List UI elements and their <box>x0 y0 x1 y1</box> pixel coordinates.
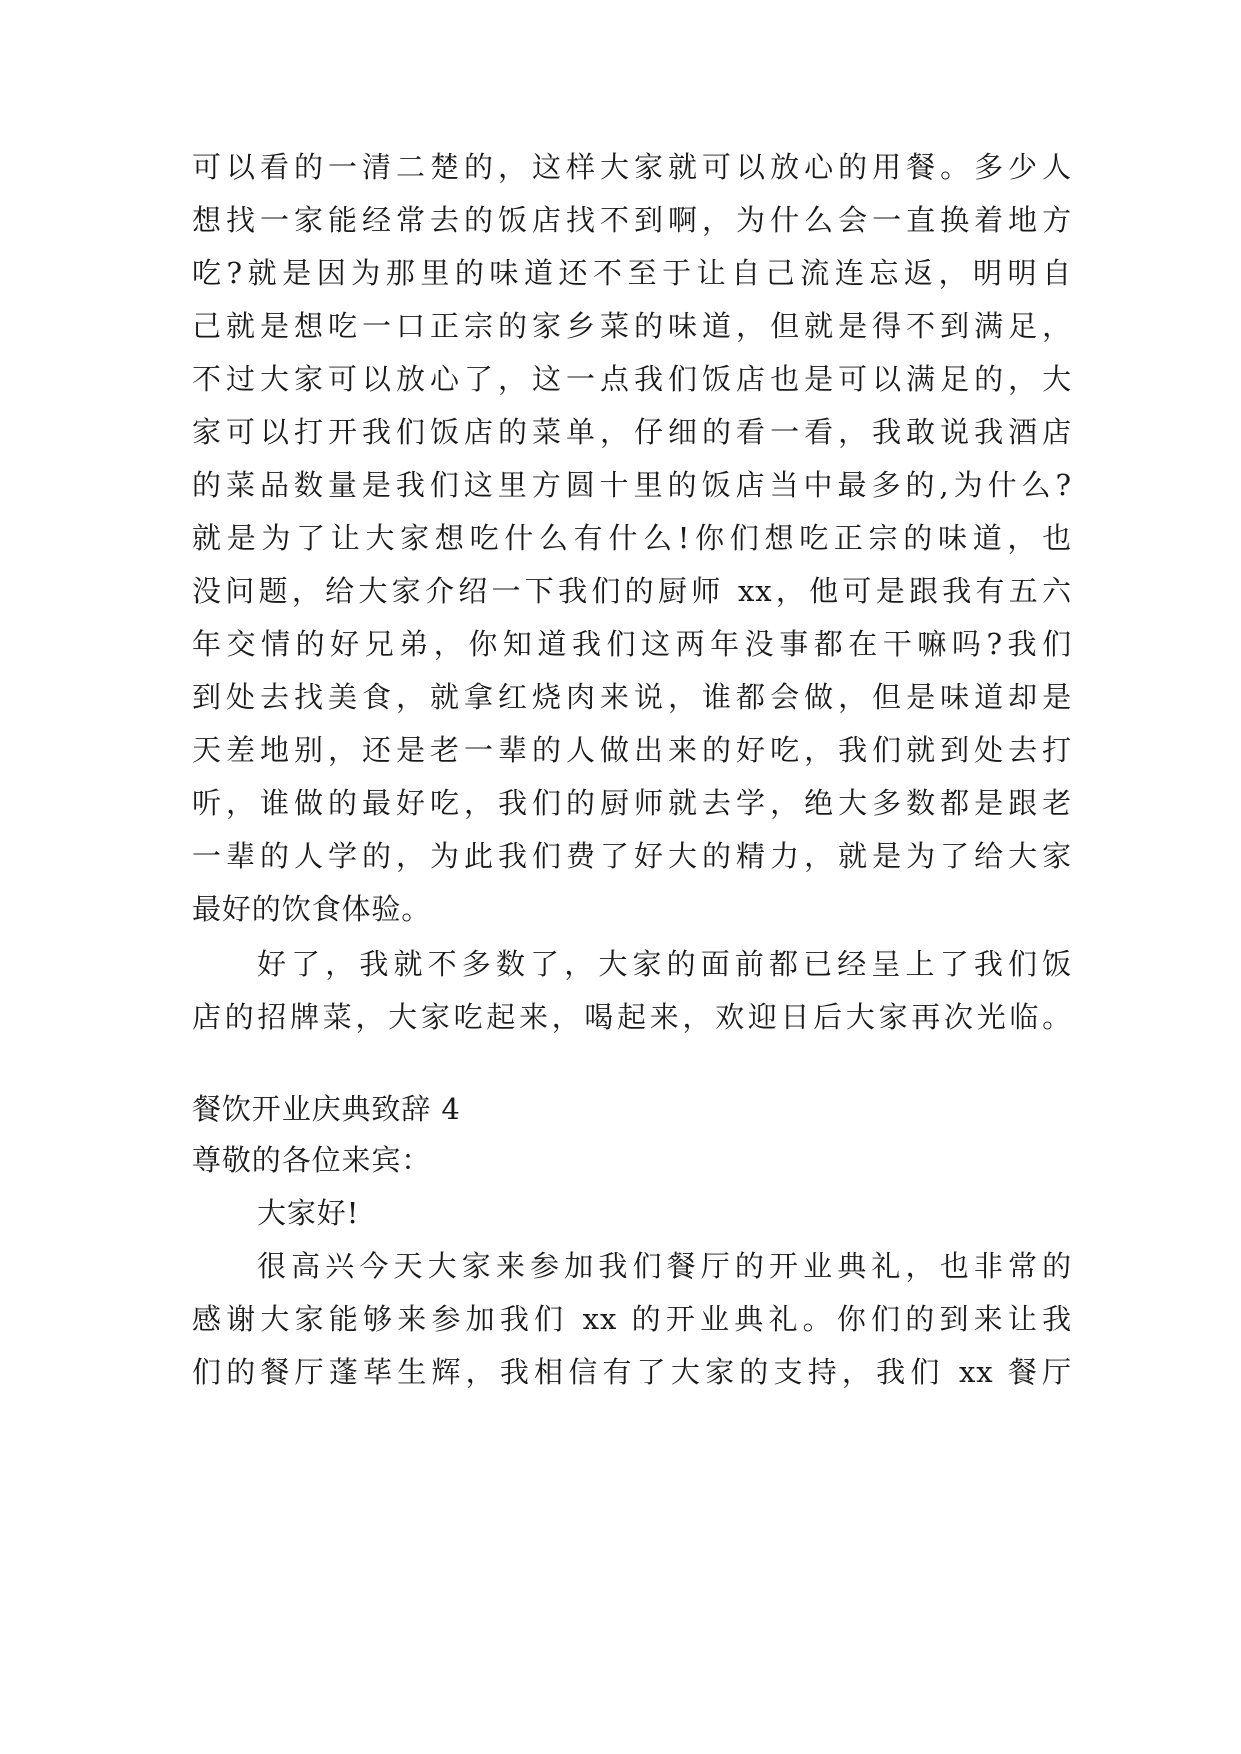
body-line-4: 己就是想吃一口正宗的家乡菜的味道，但就是得不到满足， <box>192 309 1072 343</box>
body-line-2: 想找一家能经常去的饭店找不到啊，为什么会一直换着地方 <box>192 203 1072 237</box>
closing-line-1: 好了，我就不多数了，大家的面前都已经呈上了我们饭 <box>257 947 1072 981</box>
greeting: 大家好! <box>257 1196 360 1230</box>
body-line-15: 最好的饮食体验。 <box>192 892 432 926</box>
body-line-3: 吃?就是因为那里的味道还不至于让自己流连忘返，明明自 <box>192 256 1072 290</box>
paragraph-line-2: 感谢大家能够来参加我们 xx 的开业典礼。你们的到来让我 <box>192 1302 1072 1336</box>
paragraph-line-3: 们的餐厅蓬荜生辉，我相信有了大家的支持，我们 xx 餐厅 <box>192 1355 1072 1389</box>
body-line-13: 听，谁做的最好吃，我们的厨师就去学，绝大多数都是跟老 <box>192 786 1072 820</box>
body-line-8: 就是为了让大家想吃什么有什么!你们想吃正宗的味道，也 <box>192 521 1072 555</box>
body-line-5: 不过大家可以放心了，这一点我们饭店也是可以满足的，大 <box>192 362 1072 396</box>
body-line-1: 可以看的一清二楚的，这样大家就可以放心的用餐。多少人 <box>192 150 1072 184</box>
body-line-6: 家可以打开我们饭店的菜单，仔细的看一看，我敢说我酒店 <box>192 415 1072 449</box>
paragraph-line-1: 很高兴今天大家来参加我们餐厅的开业典礼，也非常的 <box>257 1249 1072 1283</box>
body-line-7: 的菜品数量是我们这里方圆十里的饭店当中最多的,为什么? <box>192 468 1072 502</box>
body-line-11: 到处去找美食，就拿红烧肉来说，谁都会做，但是味道却是 <box>192 680 1072 714</box>
body-line-12: 天差地别，还是老一辈的人做出来的好吃，我们就到处去打 <box>192 733 1072 767</box>
body-line-14: 一辈的人学的，为此我们费了好大的精力，就是为了给大家 <box>192 839 1072 873</box>
body-line-10: 年交情的好兄弟，你知道我们这两年没事都在干嘛吗?我们 <box>192 627 1072 661</box>
section-title: 餐饮开业庆典致辞 4 <box>192 1092 461 1126</box>
salutation: 尊敬的各位来宾： <box>192 1143 432 1177</box>
body-line-9: 没问题，给大家介绍一下我们的厨师 xx，他可是跟我有五六 <box>192 574 1072 608</box>
closing-line-2: 店的招牌菜，大家吃起来，喝起来，欢迎日后大家再次光临。 <box>192 1000 1072 1034</box>
